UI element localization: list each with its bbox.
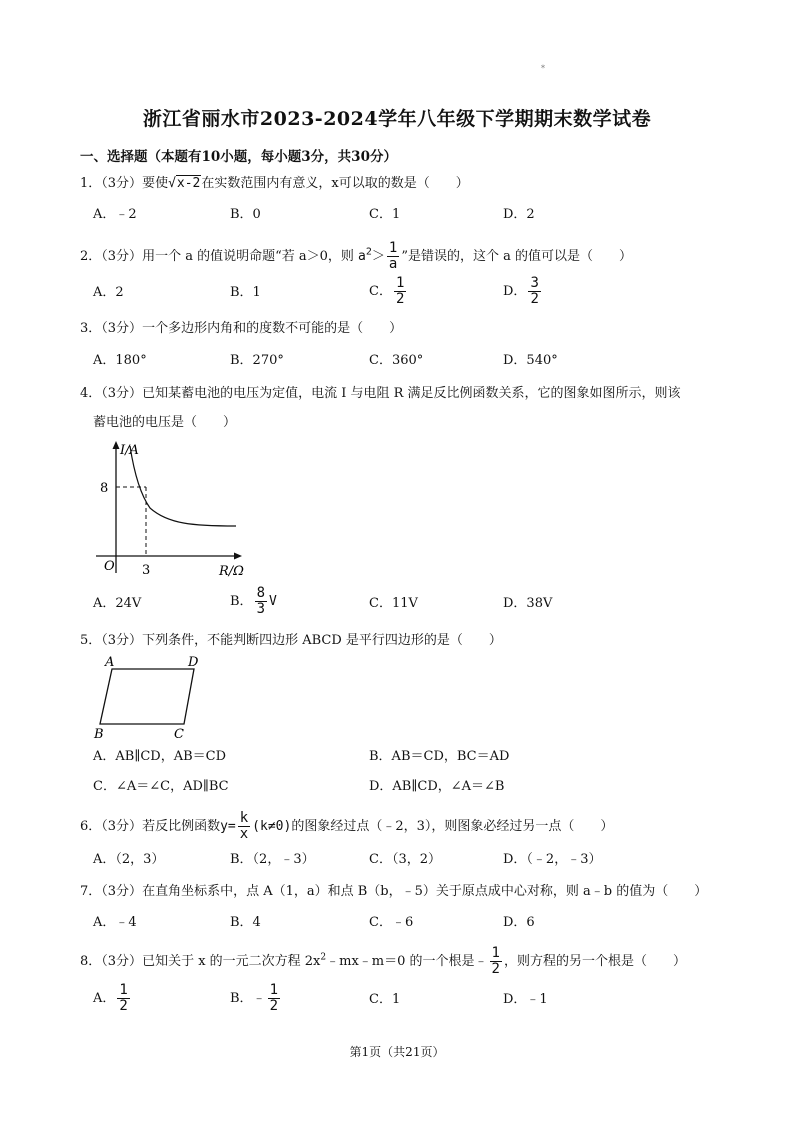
q4-option-b[interactable]: B． $\frac{8}{3}$ V <box>230 585 277 617</box>
q5-option-c[interactable]: C．∠A＝∠C，AD∥BC <box>93 779 229 794</box>
q6-option-a[interactable]: A．（2，3） <box>93 852 165 867</box>
vertex-c: C <box>174 727 184 742</box>
sqrt-expression: √x-2 <box>168 176 201 191</box>
question-4-cont: 蓄电池的电压是（ ） <box>93 415 237 430</box>
fraction-one-half: $\frac{1}{2}$ <box>491 945 500 977</box>
q5-option-d[interactable]: D．AB∥CD，∠A＝∠B <box>369 779 505 794</box>
question-6: 6．（3分）若反比例函数y= $\frac{k}{x}$ (k≠0)的图象经过点（﹣2，3），则图象必经过另一点（ ） <box>80 810 614 842</box>
q2-option-c[interactable]: C． $\frac{1}{2}$ <box>369 275 405 307</box>
section-heading: 一、选择题（本题有10小题，每小题3分，共30分） <box>80 149 397 165</box>
q1-option-a[interactable]: A．﹣2 <box>93 207 137 222</box>
q3-option-a[interactable]: A．180° <box>93 353 147 368</box>
question-2: 2．（3分）用一个 a 的值说明命题“若 a＞0，则 $a^2>$ $\frac{1}{a}$ ”是错误的，这个 a 的值可以是（ ） <box>80 240 632 272</box>
q7-option-d[interactable]: D．6 <box>503 915 535 930</box>
q3-option-b[interactable]: B．270° <box>230 353 284 368</box>
y-axis-arrow <box>113 441 120 449</box>
q1-option-b[interactable]: B．0 <box>230 207 261 222</box>
q8-option-c[interactable]: C．1 <box>369 992 401 1007</box>
fraction-1-over-a: $\frac{1}{a}$ <box>388 240 398 272</box>
x-axis-arrow <box>234 553 242 560</box>
inverse-function-graph <box>88 438 258 583</box>
q6-option-c[interactable]: C．（3，2） <box>369 852 441 867</box>
question-8: 8．（3分）已知关于 x 的一元二次方程 $2x^2﹣mx﹣m=0$ 的一个根是﹣ $\frac{1}{2}$ ，则方程的另一个根是（ ） <box>80 945 686 977</box>
q3-option-c[interactable]: C．360° <box>369 353 424 368</box>
parallelogram-figure <box>90 654 220 742</box>
q1-option-c[interactable]: C．1 <box>369 207 401 222</box>
q6-option-d[interactable]: D．（﹣2，﹣3） <box>503 852 602 867</box>
q4-option-d[interactable]: D．38V <box>503 596 553 611</box>
question-1: 1．（3分）要使√x-2在实数范围内有意义，x可以取的数是（ ） <box>80 174 469 194</box>
parallelogram-abcd <box>100 669 194 724</box>
q5-option-a[interactable]: A．AB∥CD，AB＝CD <box>93 749 227 764</box>
q2-option-a[interactable]: A．2 <box>93 285 124 300</box>
q3-option-d[interactable]: D．540° <box>503 353 558 368</box>
question-3: 3．（3分）一个多边形内角和的度数不可能的是（ ） <box>80 321 403 336</box>
vertex-d: D <box>188 655 199 670</box>
scan-dot: * <box>541 64 545 73</box>
q4-option-c[interactable]: C．11V <box>369 596 418 611</box>
hyperbola-curve <box>130 446 236 526</box>
page-footer: 第1页（共21页） <box>349 1045 445 1059</box>
x-tick-label: 3 <box>142 563 151 578</box>
q8-option-a[interactable]: A． $\frac{1}{2}$ <box>93 982 128 1014</box>
question-4: 4．（3分）已知某蓄电池的电压为定值，电流 I 与电阻 R 满足反比例函数关系，它的图象如图所示，则该 <box>80 386 681 401</box>
y-axis-label: I/A <box>120 443 139 458</box>
vertex-b: B <box>94 727 104 742</box>
q1-option-d[interactable]: D．2 <box>503 207 535 222</box>
x-axis-label: R/Ω <box>219 564 244 579</box>
q2-option-b[interactable]: B．1 <box>230 285 261 300</box>
origin-label: O <box>104 559 115 574</box>
question-7: 7．（3分）在直角坐标系中，点 A（1，a）和点 B（b，﹣5）关于原点成中心对称，则 a﹣b 的值为（ ） <box>80 884 708 899</box>
vertex-a: A <box>105 655 115 670</box>
y-tick-label: 8 <box>100 481 109 496</box>
page-title: 浙江省丽水市2023-2024学年八年级下学期期末数学试卷 <box>142 108 652 130</box>
q8-option-b[interactable]: B．﹣ $\frac{1}{2}$ <box>230 982 279 1014</box>
fraction-k-over-x: $\frac{k}{x}$ <box>239 810 249 842</box>
q8-option-d[interactable]: D．﹣1 <box>503 992 548 1007</box>
q6-option-b[interactable]: B．（2，﹣3） <box>230 852 315 867</box>
q7-option-b[interactable]: B．4 <box>230 915 261 930</box>
question-5: 5．（3分）下列条件，不能判断四边形 ABCD 是平行四边形的是（ ） <box>80 633 502 648</box>
q7-option-c[interactable]: C．﹣6 <box>369 915 414 930</box>
q7-option-a[interactable]: A．﹣4 <box>93 915 137 930</box>
q5-option-b[interactable]: B．AB＝CD，BC＝AD <box>369 749 510 764</box>
q2-option-d[interactable]: D． $\frac{3}{2}$ <box>503 275 539 307</box>
q4-option-a[interactable]: A．24V <box>93 596 142 611</box>
